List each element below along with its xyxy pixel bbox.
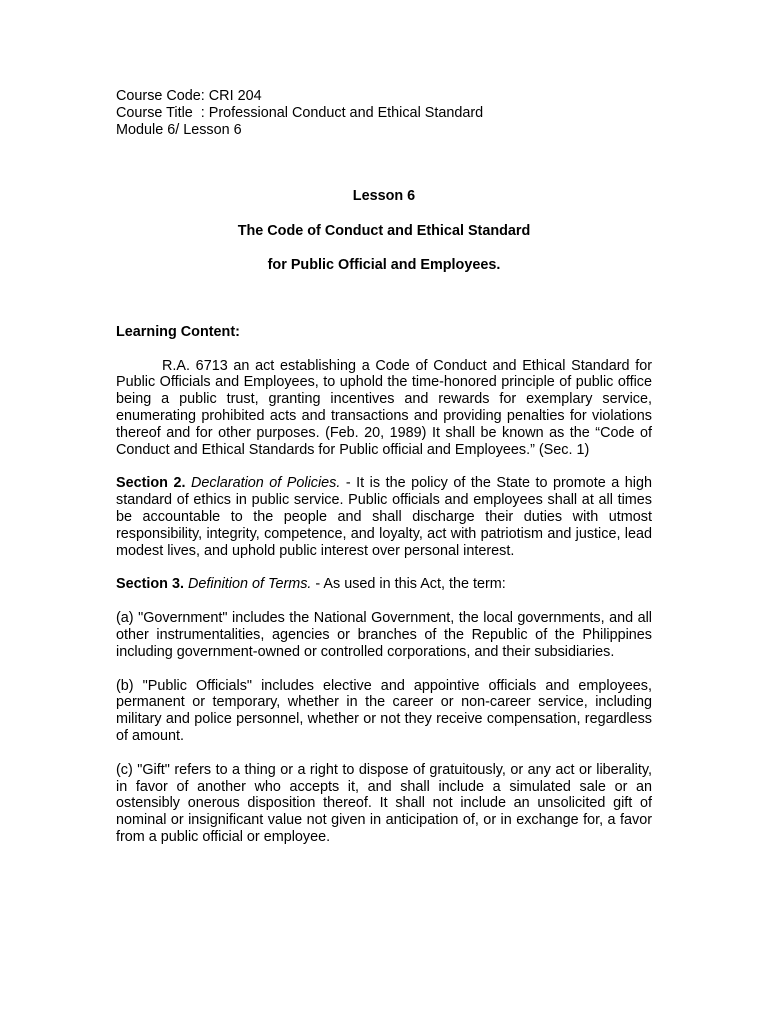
- document-title-line-2: for Public Official and Employees.: [267, 256, 501, 273]
- section-3-paragraph: [116, 576, 652, 593]
- learning-content-heading: Learning Content:: [116, 323, 240, 340]
- document-page: [116, 88, 652, 846]
- definition-c: (c) "Gift" refers to a thing or a right to dispose of gratuitously, or any act or liberality, in favor of another who accepts it, and shall include a simulated sale or an ostensibly onerous disposition thereof. It shall not include an unsolicited gift of nominal or insignificant value not given in anticipation of, or in exchange for, a favor from a public official or employee.: [116, 761, 652, 845]
- definition-b: (b) "Public Officials" includes elective and appointive officials and employees, permanent or temporary, whether in the career or non-career service, including military and police personnel, whether or not they receive compensation, regardless of amount.: [116, 677, 652, 744]
- section-2-name: Declaration of Policies.: [191, 475, 341, 492]
- module-lesson: Module 6/ Lesson 6: [116, 121, 242, 138]
- definition-a: (a) "Government" includes the National Government, the local governments, and all other instrumentalities, agencies or branches of the Republic of the Philippines including government-owned or controlled corporations, and their subsidiaries.: [116, 610, 652, 660]
- course-header: [116, 88, 652, 138]
- course-code: Course Code: CRI 204: [116, 88, 262, 104]
- section-2-paragraph: [116, 475, 652, 559]
- section-2-text: - It is the policy of the State to promote a high standard of ethics in public service. Public officials and employees shall at all times be accountable to the people and shall discharge their duties with utmost responsibility, integrity, competence, and loyalty, act with patriotism and justice, lead modest lives, and uphold public interest over personal interest.: [116, 475, 653, 559]
- document-title-line-1: The Code of Conduct and Ethical Standard: [237, 223, 531, 240]
- section-3-label: Section 3.: [116, 576, 184, 593]
- section-2-label: Section 2.: [116, 475, 186, 492]
- section-3-text: - As used in this Act, the term:: [311, 576, 506, 593]
- lesson-title: Lesson 6: [352, 188, 416, 205]
- intro-paragraph: R.A. 6713 an act establishing a Code of Conduct and Ethical Standard for Public Officials and Employees, to uphold the time-honored principle of public office being a public trust, granting incentives and rewards for exemplary service, enumerating prohibited acts and transactions and providing penalties for violations thereof and for other purposes. (Feb. 20, 1989) It shall be known as the “Code of Conduct and Ethical Standards for Public official and Employees.” (Sec. 1): [116, 357, 652, 458]
- section-3-name: Definition of Terms.: [187, 576, 312, 593]
- course-title: Course Title : Professional Conduct and Ethical Standard: [116, 104, 484, 121]
